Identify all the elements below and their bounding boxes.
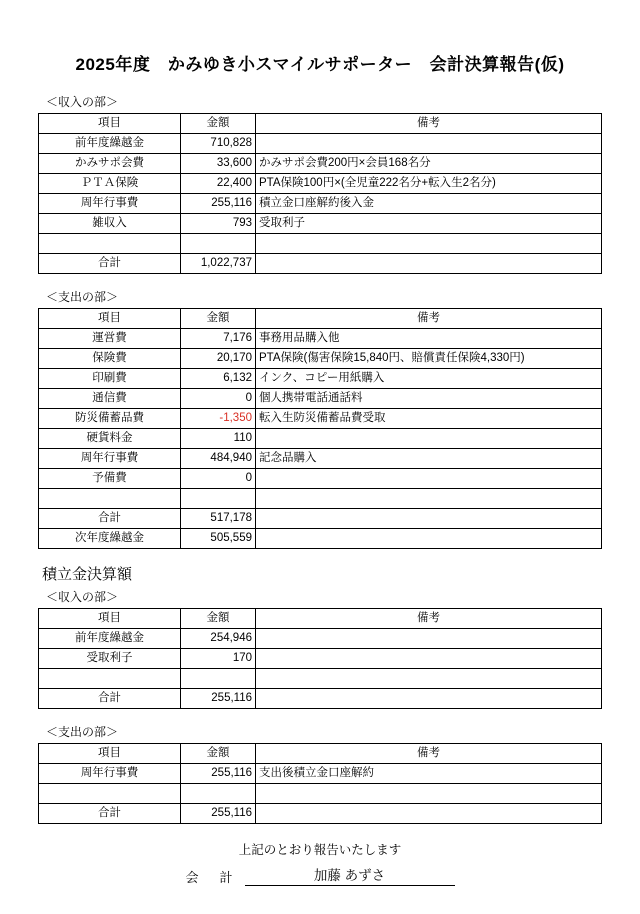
cell-item: 硬貨料金 — [39, 429, 181, 449]
cell-total-label: 合計 — [39, 509, 181, 529]
cell-note — [256, 234, 602, 254]
cell-note: 積立金口座解約後入金 — [256, 194, 602, 214]
column-header-amount: 金額 — [181, 744, 256, 764]
cell-total-amount: 255,116 — [181, 804, 256, 824]
cell-note — [256, 469, 602, 489]
cell-note — [256, 429, 602, 449]
table-row-empty — [39, 669, 602, 689]
cell-note: インク、コピー用紙購入 — [256, 369, 602, 389]
table-fund-income — [38, 608, 602, 709]
cell-amount — [181, 784, 256, 804]
signature-row — [38, 864, 602, 886]
cell-note: かみサポ会費200円×会員168名分 — [256, 154, 602, 174]
column-header-item: 項目 — [39, 114, 181, 134]
table-row — [39, 369, 602, 389]
cell-item — [39, 234, 181, 254]
cell-total-note — [256, 689, 602, 709]
cell-item: 予備費 — [39, 469, 181, 489]
table-row — [39, 429, 602, 449]
table-main-expense — [38, 308, 602, 549]
table-fund-expense — [38, 743, 602, 824]
table-row — [39, 134, 602, 154]
column-header-amount: 金額 — [181, 309, 256, 329]
table-row — [39, 214, 602, 234]
table-row-empty — [39, 234, 602, 254]
cell-amount: 255,116 — [181, 764, 256, 784]
cell-total-label: 合計 — [39, 804, 181, 824]
cell-item — [39, 489, 181, 509]
cell-item: 防災備蓄品費 — [39, 409, 181, 429]
table-row — [39, 389, 602, 409]
cell-note: 転入生防災備蓄品費受取 — [256, 409, 602, 429]
table-header-row — [39, 744, 602, 764]
cell-total-amount: 517,178 — [181, 509, 256, 529]
cell-note: PTA保険100円×(全児童222名分+転入生2名分) — [256, 174, 602, 194]
signature-name: 加藤 あずさ — [245, 864, 455, 886]
cell-amount: 484,940 — [181, 449, 256, 469]
table-row-empty — [39, 489, 602, 509]
cell-note: 受取利子 — [256, 214, 602, 234]
table-row-empty — [39, 784, 602, 804]
cell-item: 受取利子 — [39, 649, 181, 669]
table-row — [39, 174, 602, 194]
cell-amount: 110 — [181, 429, 256, 449]
table-row — [39, 329, 602, 349]
cell-amount: 710,828 — [181, 134, 256, 154]
table-header-row — [39, 114, 602, 134]
table-row — [39, 649, 602, 669]
cell-amount: 6,132 — [181, 369, 256, 389]
column-header-item: 項目 — [39, 309, 181, 329]
cell-item: 印刷費 — [39, 369, 181, 389]
cell-amount: 0 — [181, 389, 256, 409]
report-statement: 上記のとおり報告いたします — [238, 843, 402, 857]
cell-note — [256, 784, 602, 804]
cell-note: 支出後積立金口座解約 — [256, 764, 602, 784]
table-row — [39, 449, 602, 469]
cell-item: ＰＴＡ保険 — [39, 174, 181, 194]
cell-amount: 7,176 — [181, 329, 256, 349]
cell-carryover-label: 次年度繰越金 — [39, 529, 181, 549]
table-row-total — [39, 804, 602, 824]
table-row-total — [39, 509, 602, 529]
cell-note — [256, 134, 602, 154]
cell-note — [256, 669, 602, 689]
cell-amount: 793 — [181, 214, 256, 234]
table-row-carryover — [39, 529, 602, 549]
cell-item: 前年度繰越金 — [39, 134, 181, 154]
cell-note: 個人携帯電話通話料 — [256, 389, 602, 409]
cell-note — [256, 489, 602, 509]
cell-amount: 170 — [181, 649, 256, 669]
section-label-fund-income: ＜収入の部＞ — [46, 590, 119, 604]
cell-item: 雑収入 — [39, 214, 181, 234]
signature-role-label: 会 計 — [185, 870, 237, 885]
cell-item: 通信費 — [39, 389, 181, 409]
cell-item — [39, 784, 181, 804]
cell-note — [256, 629, 602, 649]
cell-total-label: 合計 — [39, 254, 181, 274]
table-row — [39, 629, 602, 649]
table-row — [39, 469, 602, 489]
cell-total-amount: 1,022,737 — [181, 254, 256, 274]
table-row-total — [39, 689, 602, 709]
column-header-amount: 金額 — [181, 114, 256, 134]
footer-block — [38, 840, 602, 886]
table-main-income — [38, 113, 602, 274]
cell-item: 運営費 — [39, 329, 181, 349]
cell-item: 周年行事費 — [39, 764, 181, 784]
table-row — [39, 154, 602, 174]
section-label-main-income: ＜収入の部＞ — [46, 95, 119, 109]
cell-amount — [181, 489, 256, 509]
cell-amount — [181, 669, 256, 689]
cell-amount: 254,946 — [181, 629, 256, 649]
column-header-item: 項目 — [39, 744, 181, 764]
cell-amount: 0 — [181, 469, 256, 489]
cell-item: 前年度繰越金 — [39, 629, 181, 649]
column-header-note: 備考 — [256, 309, 602, 329]
cell-note: 記念品購入 — [256, 449, 602, 469]
cell-note: PTA保険(傷害保険15,840円、賠償責任保険4,330円) — [256, 349, 602, 369]
cell-total-note — [256, 254, 602, 274]
page-title: 2025年度 かみゆき小スマイルサポーター 会計決算報告(仮) — [75, 55, 565, 74]
table-row-total — [39, 254, 602, 274]
cell-item: 保険費 — [39, 349, 181, 369]
column-header-amount: 金額 — [181, 609, 256, 629]
table-row — [39, 194, 602, 214]
cell-total-note — [256, 509, 602, 529]
cell-amount: 33,600 — [181, 154, 256, 174]
section-label-main-expense: ＜支出の部＞ — [46, 290, 119, 304]
table-row — [39, 349, 602, 369]
cell-carryover-note — [256, 529, 602, 549]
column-header-item: 項目 — [39, 609, 181, 629]
cell-carryover-amount: 505,559 — [181, 529, 256, 549]
table-header-row — [39, 609, 602, 629]
table-header-row — [39, 309, 602, 329]
column-header-note: 備考 — [256, 744, 602, 764]
cell-item: 周年行事費 — [39, 194, 181, 214]
table-row — [39, 409, 602, 429]
cell-total-label: 合計 — [39, 689, 181, 709]
column-header-note: 備考 — [256, 114, 602, 134]
heading-accumulation-fund: 積立金決算額 — [42, 566, 133, 583]
cell-item: 周年行事費 — [39, 449, 181, 469]
cell-item — [39, 669, 181, 689]
cell-total-note — [256, 804, 602, 824]
cell-item: かみサポ会費 — [39, 154, 181, 174]
cell-amount: 22,400 — [181, 174, 256, 194]
cell-note — [256, 649, 602, 669]
cell-amount — [181, 234, 256, 254]
section-label-fund-expense: ＜支出の部＞ — [46, 725, 119, 739]
cell-amount: 20,170 — [181, 349, 256, 369]
cell-amount-negative: -1,350 — [181, 409, 256, 429]
cell-total-amount: 255,116 — [181, 689, 256, 709]
cell-note: 事務用品購入他 — [256, 329, 602, 349]
table-row — [39, 764, 602, 784]
column-header-note: 備考 — [256, 609, 602, 629]
cell-amount: 255,116 — [181, 194, 256, 214]
